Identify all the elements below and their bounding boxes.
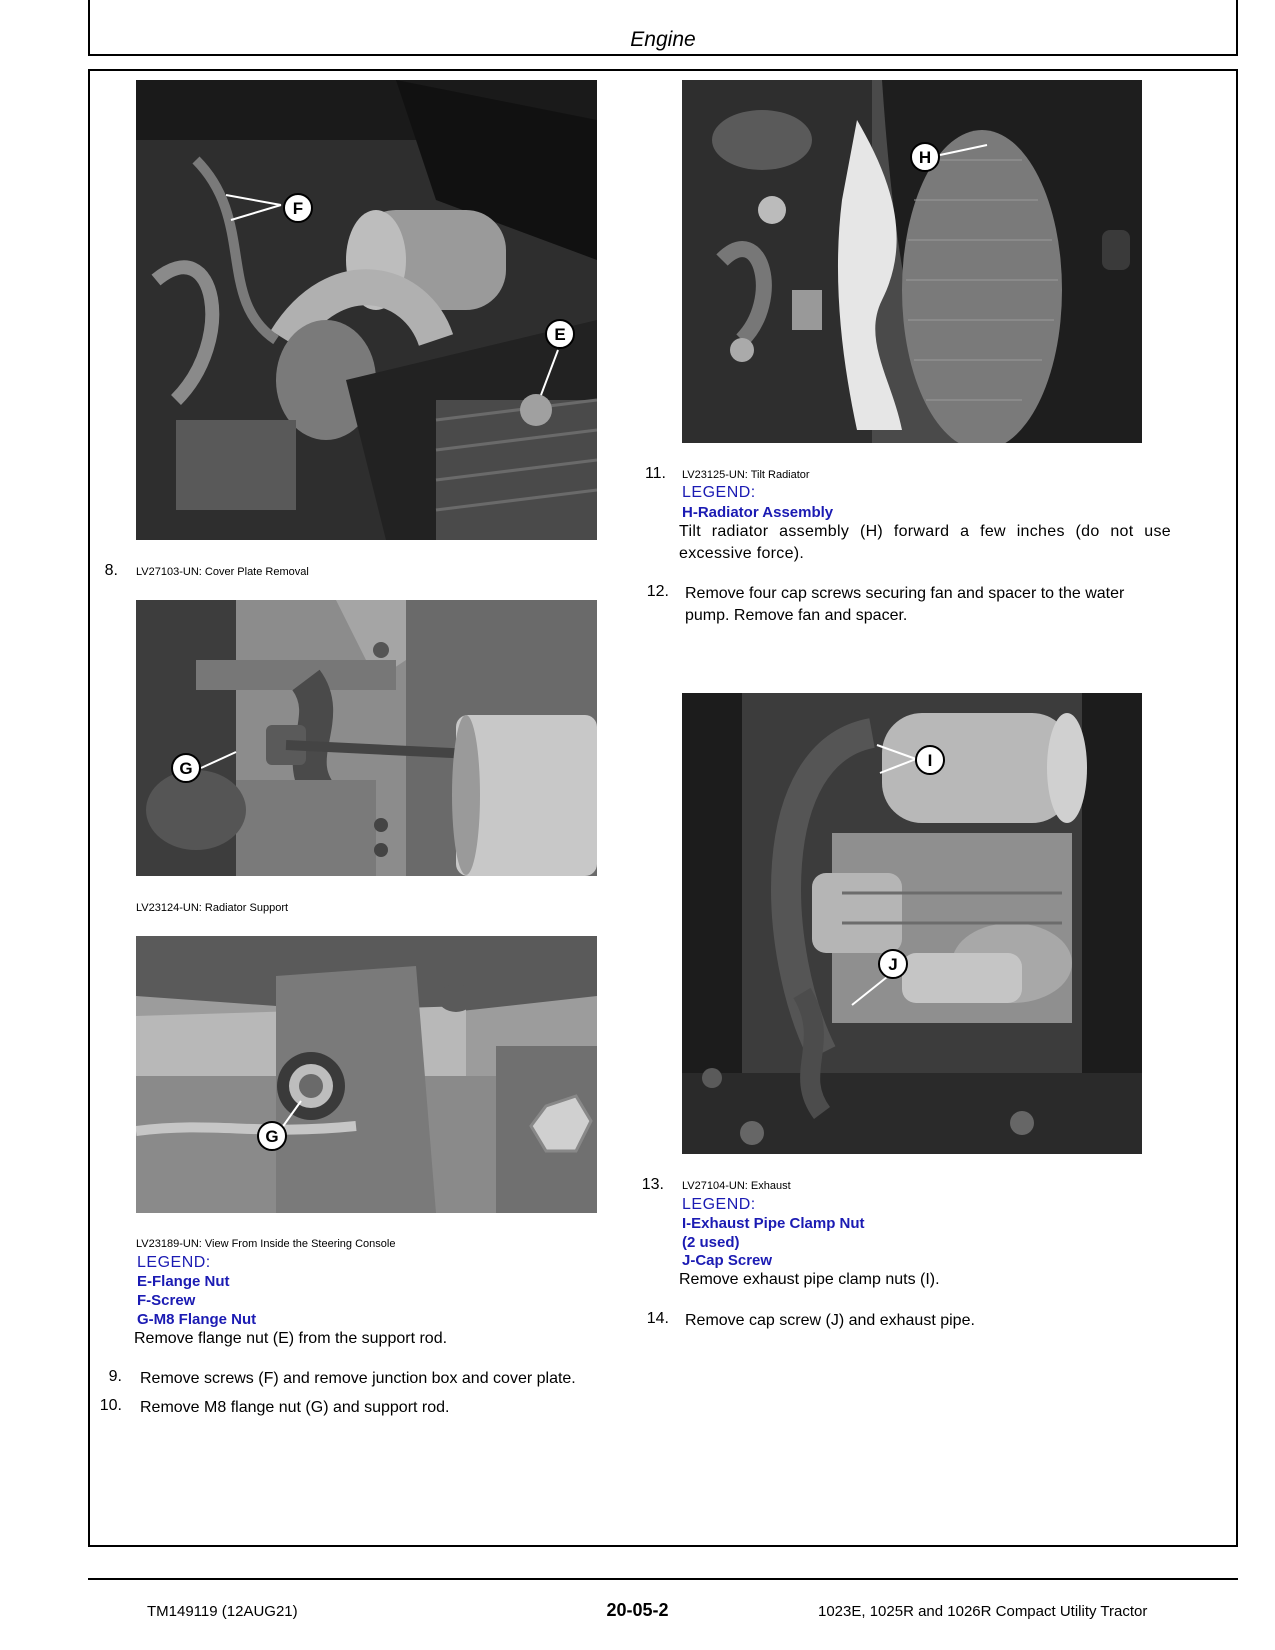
left-legend-item: E-Flange Nut (137, 1273, 230, 1290)
step-11-legend-item: H-Radiator Assembly (682, 504, 834, 521)
step-8-caption: LV27103-UN: Cover Plate Removal (136, 566, 309, 578)
left-instruction: Remove flange nut (E) from the support rod. (134, 1330, 448, 1347)
step-12-number: 12. (646, 583, 669, 600)
callout-i-label: I (927, 751, 933, 770)
left-legend-item: G-M8 Flange Nut (137, 1311, 257, 1328)
step-12-text: Remove four cap screws securing fan and spacer to the water pump. Remove fan and spacer. (685, 585, 1125, 624)
footer-document-id: TM149119 (12AUG21) (147, 1603, 298, 1620)
step-10-text: Remove M8 flange nut (G) and support rod. (140, 1399, 450, 1416)
step-14-number: 14. (646, 1310, 669, 1327)
step-11-number: 11. (644, 465, 666, 482)
figure-2-caption: LV23124-UN: Radiator Support (136, 902, 289, 914)
callout-g-2-label: G (265, 1127, 279, 1146)
left-legend-title: LEGEND: (137, 1254, 211, 1271)
step-13-legend-item: I-Exhaust Pipe Clamp Nut (682, 1215, 865, 1232)
step-8-number: 8. (104, 562, 118, 579)
figure-tilt-radiator (682, 80, 1142, 443)
step-13-number: 13. (641, 1176, 664, 1193)
figure-radiator-support (136, 600, 597, 876)
step-9-text: Remove screws (F) and remove junction box and cover plate. (140, 1370, 576, 1387)
step-13-legend-item: J-Cap Screw (682, 1252, 773, 1269)
footer-divider (88, 1578, 1238, 1580)
step-11-legend-title: LEGEND: (682, 484, 756, 501)
page-title: Engine (630, 28, 696, 51)
step-11-text: Tilt radiator assembly (H) forward a few inches (do not use excessive force). (679, 523, 1171, 562)
step-13-legend-title: LEGEND: (682, 1196, 756, 1213)
step-10-number: 10. (99, 1397, 122, 1414)
footer-product-name: 1023E, 1025R and 1026R Compact Utility Tractor (818, 1603, 1148, 1620)
callout-h-label: H (918, 148, 932, 167)
callout-e-label: E (554, 325, 566, 344)
callout-j-label: J (888, 955, 898, 974)
figure-steering-console (136, 936, 597, 1213)
step-11-caption: LV23125-UN: Tilt Radiator (682, 469, 810, 481)
step-14-text: Remove cap screw (J) and exhaust pipe. (685, 1312, 975, 1329)
callout-g-1-label: G (179, 759, 193, 778)
figure-exhaust (682, 693, 1142, 1154)
callout-f-label: F (292, 199, 304, 218)
page-header (88, 0, 1238, 56)
figure-cover-plate (136, 80, 597, 540)
left-legend-item: F-Screw (137, 1292, 196, 1309)
step-9-number: 9. (108, 1368, 122, 1385)
step-13-text: Remove exhaust pipe clamp nuts (I). (679, 1271, 940, 1288)
figure-3-caption: LV23189-UN: View From Inside the Steering Console (136, 1238, 396, 1250)
step-13-legend-item: (2 used) (682, 1234, 740, 1251)
step-13-caption: LV27104-UN: Exhaust (682, 1180, 791, 1192)
footer-page-number: 20-05-2 (606, 1600, 669, 1620)
